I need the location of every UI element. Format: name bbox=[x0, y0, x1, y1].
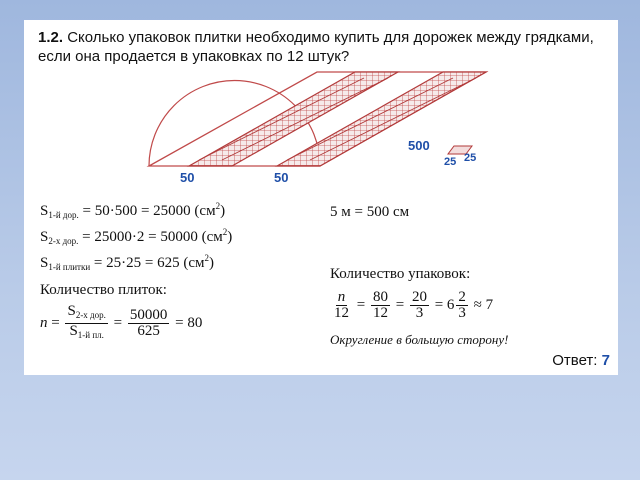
length-label: 500 bbox=[408, 138, 430, 153]
tiles-heading: Количество плиток: bbox=[40, 282, 167, 298]
tile-side-b: 25 bbox=[464, 152, 477, 164]
width-label-right: 50 bbox=[274, 170, 289, 185]
problem-number: 1.2. bbox=[38, 29, 64, 46]
width-label-left: 50 bbox=[180, 170, 195, 185]
answer-value: 7 bbox=[601, 352, 610, 369]
tile-side-a: 25 bbox=[444, 156, 457, 168]
garden-path-diagram bbox=[24, 20, 618, 200]
area-two-paths: $S_{2-х дор.} = 25000\cdot 2 = 50000$ $(см^2)$ bbox=[40, 227, 233, 246]
answer-label: Ответ: bbox=[552, 352, 598, 369]
packs-heading: Количество упаковок: bbox=[330, 266, 471, 282]
area-one-tile: $S_{1-й плитки} = 25\cdot 25 = 625$ $(см^2)$ bbox=[40, 253, 214, 272]
area-one-path: $S_{1-й дор.} = 50\cdot 500 = 25000$ $(см^2)$ bbox=[40, 201, 226, 220]
slide bbox=[24, 20, 618, 375]
problem-question: Сколько упаковок плитки необходимо купить для дорожек между грядками, если она продается в упаковках по 12 штук? bbox=[38, 29, 594, 65]
rounding-hint: Округление в большую сторону! bbox=[330, 332, 509, 347]
answer bbox=[552, 352, 610, 369]
packs-formula: $\frac{n}{12}$ = $\frac{80}{12}$ = $\frac{20}{3}$ = 6 $\frac{2}{3}$ ≈ 7 bbox=[334, 289, 494, 321]
tiles-formula: n = $\frac{S_{2-х дор.}}{S_{1-й пл.}}$ = $\frac{50000}{625}$ = 80 bbox=[40, 303, 203, 340]
unit-conversion: 5 м = 500 см bbox=[330, 204, 410, 220]
